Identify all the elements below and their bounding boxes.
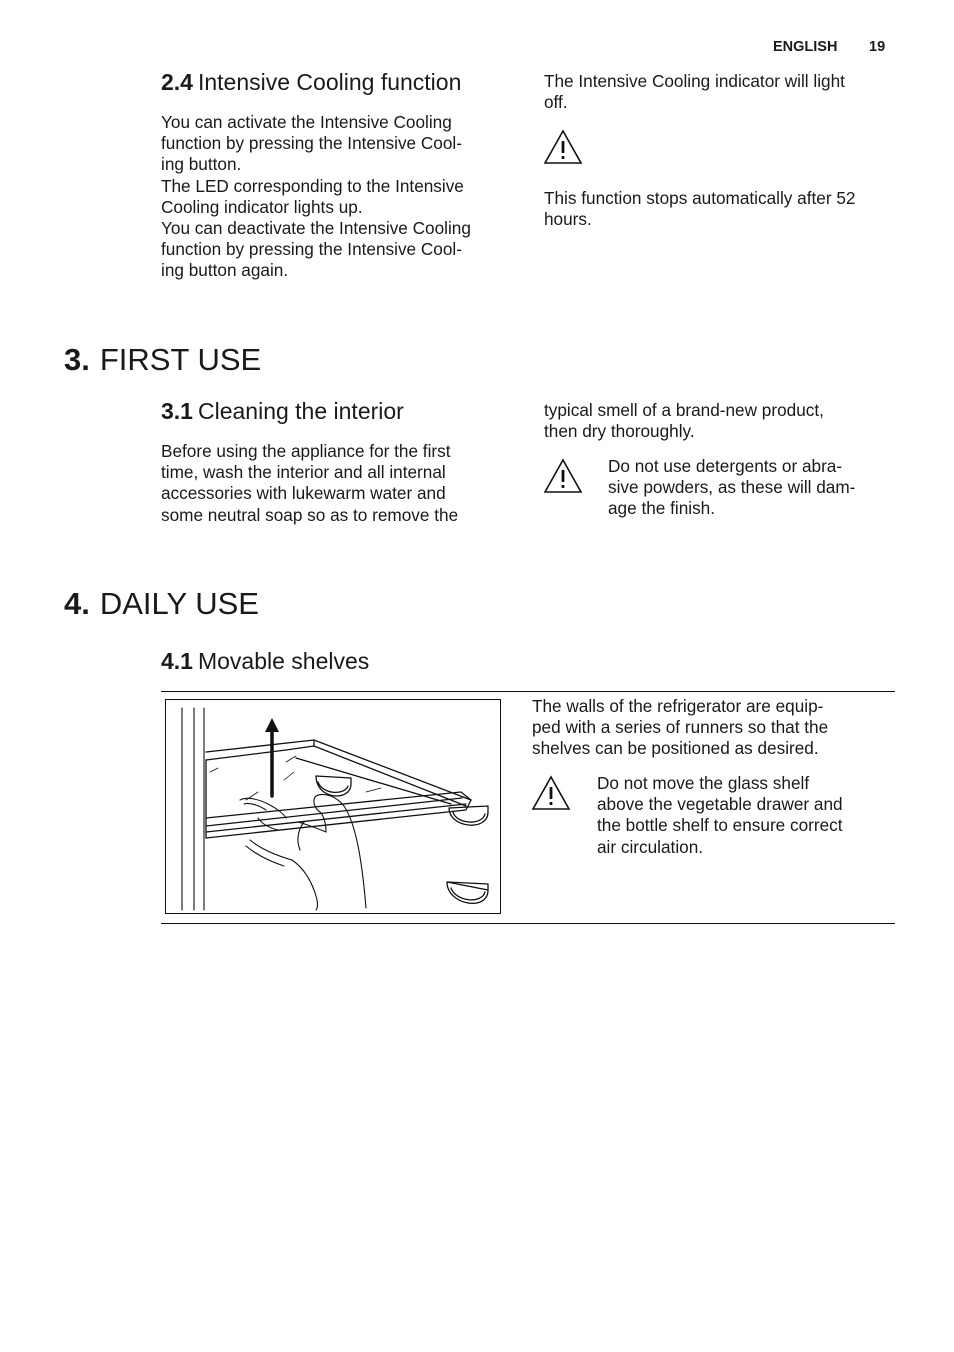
table-top-rule bbox=[161, 691, 895, 692]
text-line: accessories with lukewarm water and bbox=[161, 483, 446, 504]
chapter-3-heading bbox=[64, 342, 261, 378]
text-line: function by pressing the Intensive Cool- bbox=[161, 239, 462, 260]
chapter-title: DAILY USE bbox=[99, 586, 259, 621]
section-number: 4.1 bbox=[161, 648, 193, 674]
text-line: the bottle shelf to ensure correct bbox=[597, 815, 843, 836]
text-line: ped with a series of runners so that the bbox=[532, 717, 829, 738]
warning-triangle-icon bbox=[544, 129, 582, 165]
text-line: some neutral soap so as to remove the bbox=[161, 504, 459, 525]
glass-shelf bbox=[206, 740, 471, 838]
text-line: function by pressing the Intensive Cool- bbox=[161, 133, 462, 154]
text-line: Do not use detergents or abra- bbox=[608, 456, 843, 476]
section-number: 2.4 bbox=[161, 69, 193, 95]
header-language: ENGLISH bbox=[773, 39, 838, 55]
section-2-4-note bbox=[544, 188, 904, 230]
section-3-1-left-text bbox=[161, 441, 521, 526]
section-2-4-heading bbox=[161, 69, 461, 96]
table-bottom-rule bbox=[161, 923, 895, 924]
text-line: then dry thoroughly. bbox=[544, 421, 695, 442]
text-line: age the finish. bbox=[608, 498, 716, 519]
section-2-4-left-text bbox=[161, 112, 521, 282]
text-line: The walls of the refrigerator are equip- bbox=[532, 696, 824, 716]
chapter-title: FIRST USE bbox=[99, 342, 262, 377]
warning-triangle-icon bbox=[544, 458, 582, 494]
section-title: Intensive Cooling function bbox=[197, 69, 462, 95]
text-line: You can activate the Intensive Cooling bbox=[161, 112, 452, 132]
cabinet-wall bbox=[182, 708, 204, 910]
section-4-1-right-text bbox=[532, 696, 892, 760]
section-number: 3.1 bbox=[161, 398, 193, 424]
text-line: The LED corresponding to the Intensive bbox=[161, 175, 464, 196]
text-line: ing button. bbox=[161, 154, 242, 175]
text-line: shelves can be positioned as desired. bbox=[532, 738, 819, 759]
text-line: Before using the appliance for the first bbox=[161, 441, 451, 461]
text-line: Cooling indicator lights up. bbox=[161, 196, 363, 217]
text-line: air circulation. bbox=[597, 836, 704, 857]
section-4-1-heading bbox=[161, 648, 369, 675]
up-arrow-icon bbox=[265, 718, 279, 796]
text-line: hours. bbox=[544, 209, 592, 230]
text-line: This function stops automatically after 52 bbox=[544, 188, 856, 208]
section-3-1-warning-text bbox=[608, 456, 898, 520]
text-line: sive powders, as these will dam- bbox=[608, 477, 856, 498]
section-3-1-right-text bbox=[544, 400, 904, 442]
section-2-4-right-text bbox=[544, 71, 904, 113]
shelf-illustration bbox=[165, 699, 501, 914]
hand-drawing bbox=[240, 794, 366, 910]
text-line: above the vegetable drawer and bbox=[597, 794, 843, 815]
chapter-number: 3. bbox=[64, 342, 90, 377]
text-line: off. bbox=[544, 92, 568, 113]
shelf-support bbox=[316, 776, 488, 903]
chapter-number: 4. bbox=[64, 586, 90, 621]
header-page-number: 19 bbox=[869, 39, 886, 55]
section-3-1-heading bbox=[161, 398, 404, 425]
section-title: Cleaning the interior bbox=[197, 398, 404, 424]
text-line: Do not move the glass shelf bbox=[597, 773, 810, 793]
section-title: Movable shelves bbox=[197, 648, 370, 674]
text-line: You can deactivate the Intensive Cooling bbox=[161, 218, 471, 239]
text-line: time, wash the interior and all internal bbox=[161, 462, 446, 483]
text-line: ing button again. bbox=[161, 260, 289, 281]
section-4-1-warning-text bbox=[597, 773, 897, 858]
text-line: The Intensive Cooling indicator will light bbox=[544, 71, 845, 91]
chapter-4-heading bbox=[64, 586, 259, 622]
text-line: typical smell of a brand-new product, bbox=[544, 400, 824, 420]
warning-triangle-icon bbox=[532, 775, 570, 811]
